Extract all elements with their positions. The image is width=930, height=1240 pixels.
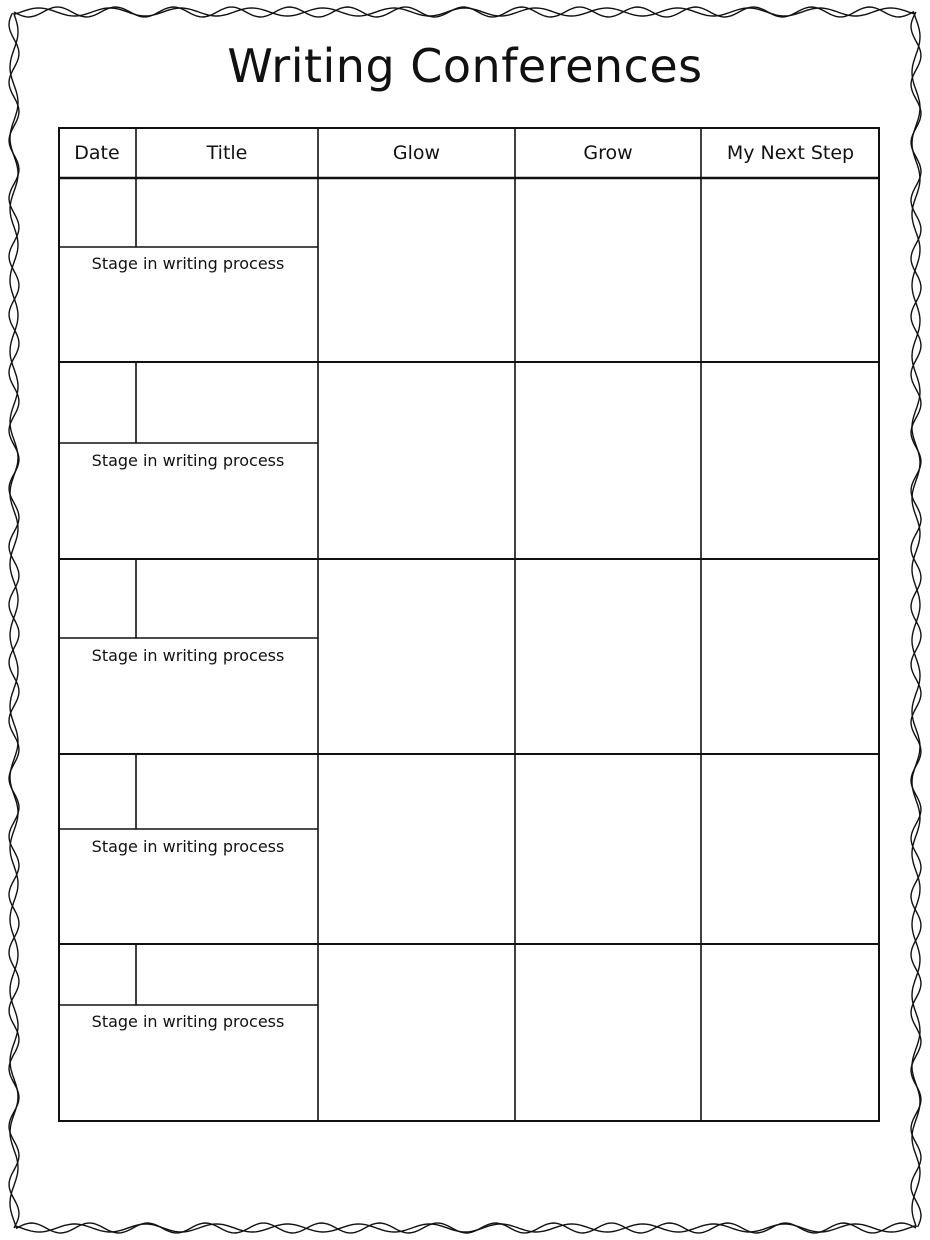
row-2-grow-cell[interactable] <box>515 362 701 559</box>
row-2-next-step-cell[interactable] <box>701 362 880 559</box>
row-3-date-cell[interactable] <box>58 559 136 638</box>
row-3-stage-label: Stage in writing process <box>91 646 285 665</box>
page-title: Writing Conferences <box>227 39 703 93</box>
row-1-date-cell[interactable] <box>58 178 136 247</box>
row-1-next-step-cell[interactable] <box>701 178 880 362</box>
row-1-title-cell[interactable] <box>136 178 318 247</box>
row-3-glow-cell[interactable] <box>318 559 515 754</box>
row-2-title-cell[interactable] <box>136 362 318 443</box>
header-glow: Glow <box>392 141 441 164</box>
border-wave <box>16 1224 916 1232</box>
row-4-grow-cell[interactable] <box>515 754 701 944</box>
row-2-glow-cell[interactable] <box>318 362 515 559</box>
row-1-stage-label: Stage in writing process <box>91 254 285 273</box>
row-5-grow-cell[interactable] <box>515 944 701 1122</box>
conference-table <box>58 127 880 1122</box>
row-3-title-cell[interactable] <box>136 559 318 638</box>
border-wave <box>10 13 18 1228</box>
row-4-glow-cell[interactable] <box>318 754 515 944</box>
border-wave <box>14 8 914 16</box>
header-grow: Grow <box>583 141 633 164</box>
row-4-date-cell[interactable] <box>58 754 136 829</box>
row-2-stage-label: Stage in writing process <box>91 451 285 470</box>
border-wave <box>912 12 920 1227</box>
header-next-step: My Next Step <box>726 141 855 164</box>
row-3-grow-cell[interactable] <box>515 559 701 754</box>
row-5-next-step-cell[interactable] <box>701 944 880 1122</box>
row-4-stage-label: Stage in writing process <box>91 837 285 856</box>
row-5-glow-cell[interactable] <box>318 944 515 1122</box>
row-2-date-cell[interactable] <box>58 362 136 443</box>
row-5-title-cell[interactable] <box>136 944 318 1005</box>
header-title: Title <box>206 141 248 164</box>
border-wave <box>911 12 921 1227</box>
row-1-glow-cell[interactable] <box>318 178 515 362</box>
row-1-grow-cell[interactable] <box>515 178 701 362</box>
row-4-title-cell[interactable] <box>136 754 318 829</box>
border-wave <box>9 13 19 1228</box>
row-5-date-cell[interactable] <box>58 944 136 1005</box>
row-3-next-step-cell[interactable] <box>701 559 880 754</box>
row-5-stage-label: Stage in writing process <box>91 1012 285 1031</box>
header-date: Date <box>74 141 120 164</box>
row-4-next-step-cell[interactable] <box>701 754 880 944</box>
